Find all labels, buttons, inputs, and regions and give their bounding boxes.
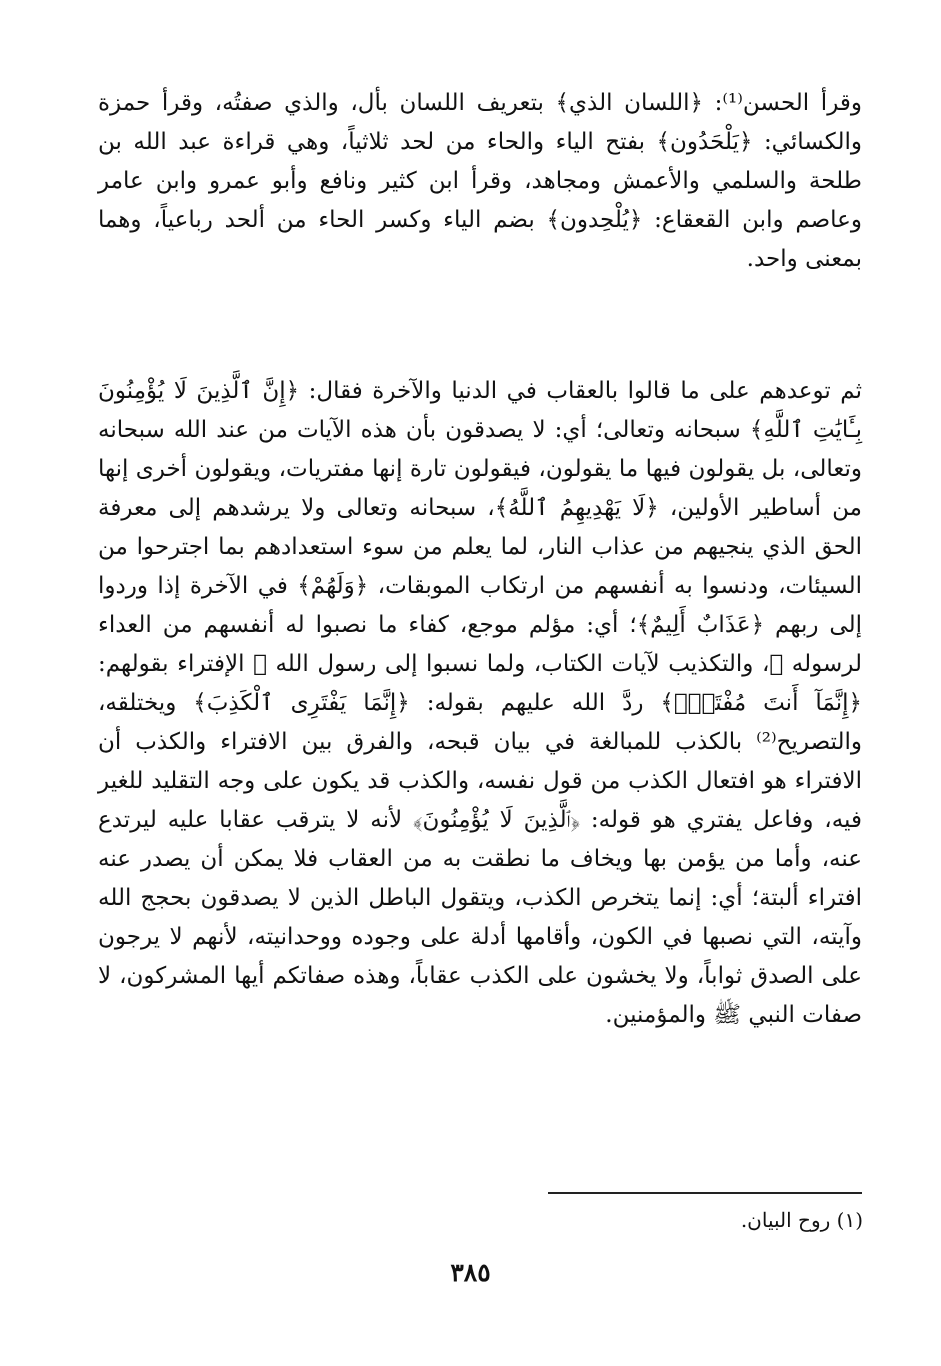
footnote-divider xyxy=(548,1192,862,1194)
paragraph-qiraat: وقرأ الحسن⁽¹⁾: ﴿اللسان الذي﴾ بتعريف اللسان بأل، والذي صفتُه، وقرأ حمزة والكسائي: ﴿يَلْحَدُون﴾ بفتح الياء والحاء من لحد ثلاثياً، وهي قراءة عبد الله بن طلحة والسلمي والأعمش ومجاهد، وقرأ ابن كثير ونافع وأبو عمرو وابن عامر وعاصم وابن القعقاع: ﴿يُلْحِدون﴾ بضم الياء وكسر الحاء من ألحد رباعياً، وهما بمعنى واحد. xyxy=(98,90,862,272)
page-number: ٣٨٥ xyxy=(450,1258,491,1287)
footnote: (١) روح البيان. xyxy=(740,1208,863,1232)
paragraph-tafsir: ثم توعدهم على ما قالوا بالعقاب في الدنيا والآخرة فقال: ﴿إِنَّ ٱلَّذِينَ لَا يُؤْمِنُونَ بِـَٔايَٰتِ ٱللَّهِ﴾ سبحانه وتعالى؛ أي: لا يصدقون بأن هذه الآيات من عند الله سبحانه وتعالى، بل يقولون فيها ما يقولون، فيقولون تارة إنها مفتريات، ويقولون أخرى إنها من أساطير الأولين، ﴿لَا يَهْدِيهِمُ ٱللَّهُ﴾، سبحانه وتعالى ولا يرشدهم إلى معرفة الحق الذي ينجيهم من عذاب النار، لما يعلم من سوء استعدادهم بما اجترحوا من السيئات، ودنسوا به أنفسهم من ارتكاب الموبقات، ﴿وَلَهُمْ﴾ في الآخرة إذا وردوا إلى ربهم ﴿عَذَابٌ أَلِيمٌ﴾؛ أي: مؤلم موجع، كفاء ما نصبوا له أنفسهم من العداء لرسوله ﷺ، والتكذيب لآيات الكتاب، ولما نسبوا إلى رسول الله ﷺ الإفتراء بقولهم: ﴿إِنَّمَآ أَنتَ مُفْتَرٍۭ﴾ ردَّ الله عليهم بقوله: ﴿إِنَّمَا يَفْتَرِى ٱلْكَذِبَ﴾ ويختلقه، والتصريح⁽²⁾ بالكذب للمبالغة في بيان قبحه، والفرق بين الافتراء والكذب أن الافتراء هو افتعال الكذب من قول نفسه، والكذب قد يكون على وجه التقليد للغير فيه، وفاعل يفتري هو قوله: ﴿ٱلَّذِينَ لَا يُؤْمِنُونَ﴾ لأنه لا يترقب عقابا عليه ليرتدع عنه، وأما من يؤمن بها ويخاف ما نطقت به من العقاب فلا يمكن أن يصدر عنه افتراء ألبتة؛ أي: إنما يتخرص الكذب، ويتقول الباطل الذين لا يصدقون بحجج الله وآيته، التي نصبها في الكون، وأقامها أدلة على وجوده ووحدانيته، لأنهم لا يرجون على الصدق ثواباً، ولا يخشون على الكذب عقاباً، وهذه صفاتكم أيها المشركون، لا صفات النبي ﷺ والمؤمنين. xyxy=(98,378,862,1028)
